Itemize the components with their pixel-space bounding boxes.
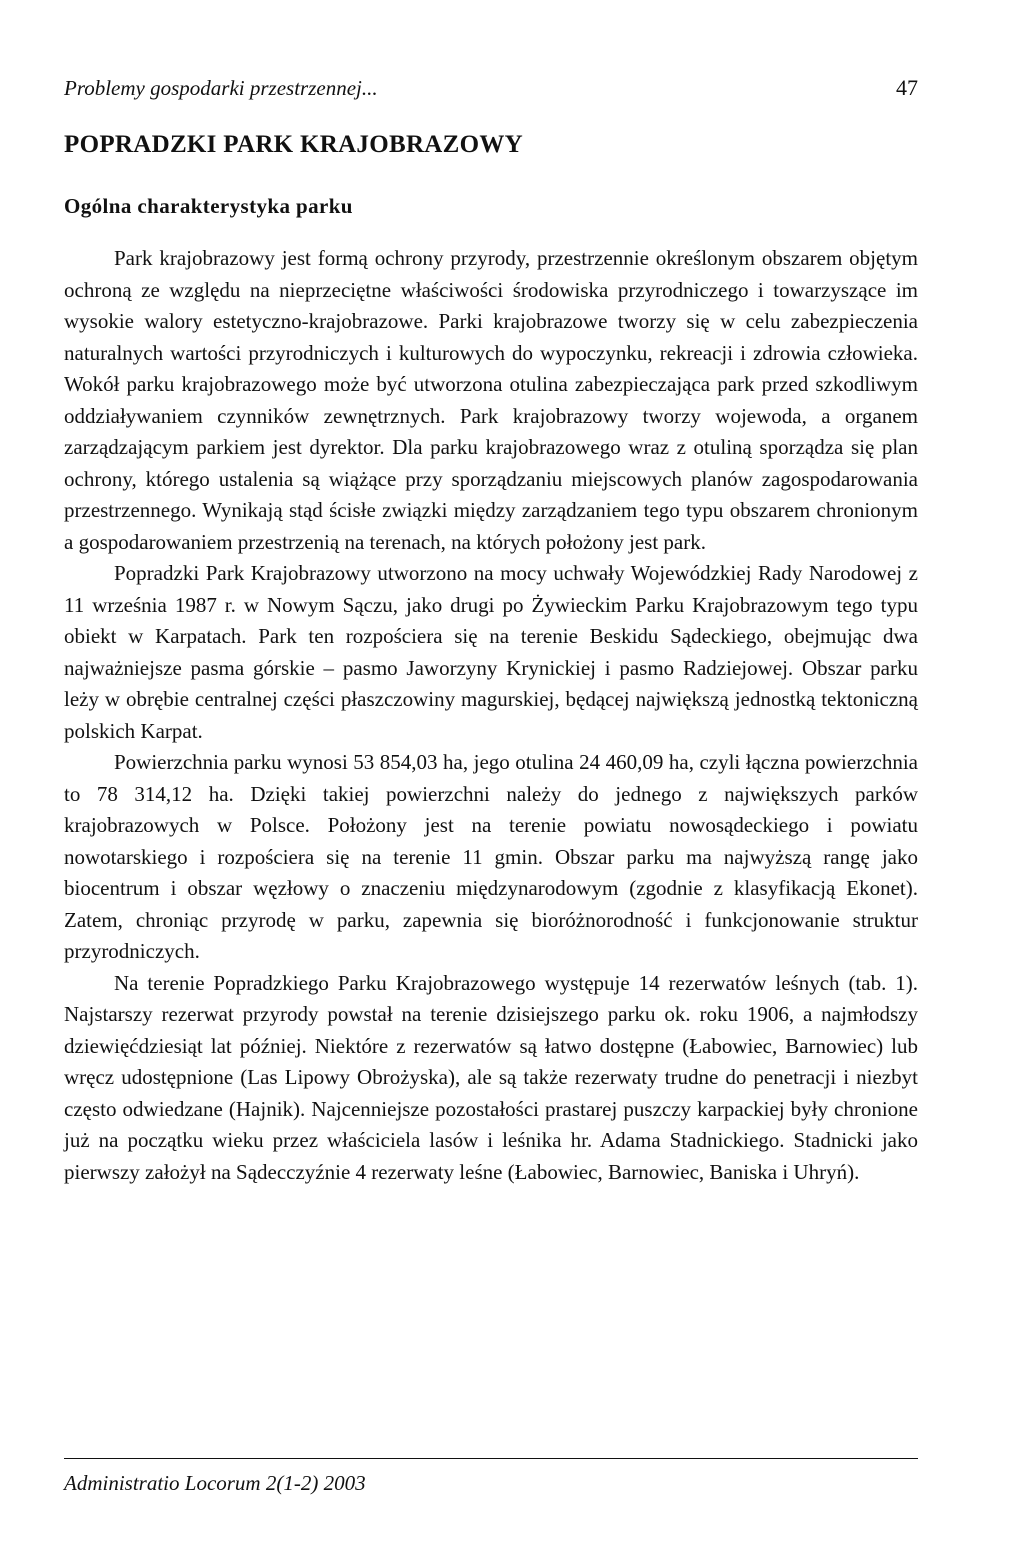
paragraph-4: Na terenie Popradzkiego Parku Krajobrazowego występuje 14 rezerwatów leśnych (tab. 1). Najstarszy rezerwat przyrody powstał na terenie dzisiejszego parku ok. roku 1906, a najmłodszy dziewięćdziesiąt lat później. Niektóre z rezerwatów są łatwo dostępne (Łabowiec, Barnowiec) lub wręcz udostępnione (Las Lipowy Obrożyska), ale są także rezerwaty trudne do penetracji i niezbyt często odwiedzane (Hajnik). Najcenniejsze pozostałości prastarej puszczy karpackiej były chronione już na początku wieku przez właściciela lasów i leśnika hr. Adama Stadnickiego. Stadnicki jako pierwszy założył na Sądecczyźnie 4 rezerwaty leśne (Łabowiec, Barnowiec, Baniska i Uhryń).: [64, 970, 918, 1184]
paragraph-3: Powierzchnia parku wynosi 53 854,03 ha, jego otulina 24 460,09 ha, czyli łączna powierzchnia to 78 314,12 ha. Dzięki takiej powierzchni należy do jednego z największych parków krajobrazowych w Polsce. Położony jest na terenie powiatu nowosądeckiego i powiatu nowotarskiego i rozpościera się na terenie 11 gmin. Obszar parku ma najwyższą rangę jako biocentrum i obszar węzłowy o znaczeniu międzynarodowym (zgodnie z klasyfikacją Ekonet). Zatem, chroniąc przyrodę w parku, zapewnia się bioróżnorodność i funkcjonowanie struktur przyrodniczych.: [64, 750, 918, 963]
running-title: Problemy gospodarki przestrzennej...: [64, 76, 378, 100]
paragraph-2: Popradzki Park Krajobrazowy utworzono na mocy uchwały Wojewódzkiej Rady Narodowej z 11 września 1987 r. w Nowym Sączu, jako drugi po Żywieckim Parku Krajobrazowym tego typu obiekt w Karpatach. Park ten rozpościera się na terenie Beskidu Sądeckiego, obejmując dwa najważniejsze pasma górskie – pasmo Jaworzyny Krynickiej i pasmo Radziejowej. Obszar parku leży w obrębie centralnej części płaszczowiny magurskiej, będącej największą jednostką tektoniczną polskich Karpat.: [64, 561, 918, 743]
paragraph-1: Park krajobrazowy jest formą ochrony przyrody, przestrzennie określonym obszarem objętym ochroną ze względu na nieprzeciętne właściwości środowiska przyrodniczego i towarzyszące im wysokie walory estetyczno-krajobrazowe. Parki krajobrazowe tworzy się w celu zabezpieczenia naturalnych wartości przyrodniczych i kulturowych do wypoczynku, rekreacji i zdrowia człowieka. Wokół parku krajobrazowego może być utworzona otulina zabezpieczająca park przed szkodliwym oddziaływaniem czynników zewnętrznych. Park krajobrazowy tworzy wojewoda, a organem zarządzającym parkiem jest dyrektor. Dla parku krajobrazowego wraz z otuliną sporządza się plan ochrony, którego ustalenia są wiążące przy sporządzaniu miejscowych planów zagospodarowania przestrzennego. Wynikają stąd ścisłe związki między zarządzaniem tego typu obszarem chronionym a gospodarowaniem przestrzenią na terenach, na których położony jest park.: [64, 246, 918, 554]
article-title: POPRADZKI PARK KRAJOBRAZOWY: [64, 131, 524, 158]
document-page: [64, 0, 918, 1558]
footer-divider: [64, 1458, 918, 1459]
section-heading: Ogólna charakterystyka parku: [64, 194, 353, 218]
running-header: [64, 76, 918, 100]
journal-footer: Administratio Locorum 2(1-2) 2003: [64, 1471, 366, 1495]
page-number: 47: [896, 75, 918, 100]
body-text: [64, 243, 918, 1188]
